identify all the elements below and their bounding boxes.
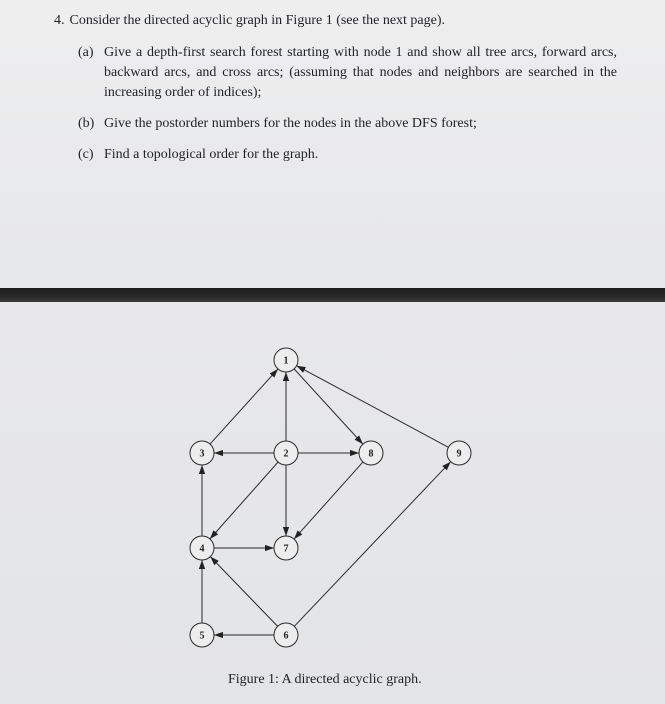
node-label: 8: [368, 448, 374, 460]
node-label: 1: [283, 355, 289, 367]
node-label: 6: [283, 630, 289, 642]
part-c-label: (c): [78, 147, 94, 162]
part-b-text: Give the postorder numbers for the nodes in the above DFS forest;: [104, 116, 477, 131]
edge-1-to-8: [294, 369, 363, 444]
graph-node-1: [274, 348, 298, 372]
graph-node-6: [274, 623, 298, 647]
graph-node-5: [190, 623, 214, 647]
part-c-text: Find a topological order for the graph.: [104, 147, 319, 162]
graph-nodes: [190, 348, 471, 647]
part-b-label: (b): [78, 116, 95, 131]
node-label: 2: [283, 448, 289, 460]
question-prompt: Consider the directed acyclic graph in Figure 1 (see the next page).: [69, 13, 446, 28]
node-label: 7: [283, 543, 289, 555]
node-label: 4: [199, 543, 205, 555]
figure-caption: Figure 1: A directed acyclic graph.: [228, 672, 422, 687]
graph-node-2: [274, 441, 298, 465]
dag-figure: [0, 302, 665, 704]
question-heading: [54, 11, 634, 31]
node-label: 5: [199, 630, 205, 642]
edge-8-to-7: [294, 462, 363, 539]
graph-edges: [199, 366, 451, 635]
edge-2-to-4: [210, 462, 278, 539]
part-a-text: Give a depth-first search forest starting with node 1 and show all tree arcs, forward arcs, backward arcs, and cross arcs; (assuming that nodes and neighbors are searched in the increasing order of indices);: [104, 45, 617, 100]
part-a-label: (a): [78, 45, 94, 60]
question-block: [54, 11, 634, 165]
node-label: 9: [456, 448, 462, 460]
edge-3-to-1: [210, 369, 278, 444]
graph-node-7: [274, 536, 298, 560]
graph-node-9: [447, 441, 471, 465]
question-part-c: [54, 145, 617, 165]
edge-9-to-1: [297, 366, 449, 448]
edge-6-to-9: [294, 462, 450, 627]
question-number: 4.: [54, 13, 65, 28]
node-label: 3: [199, 448, 205, 460]
graph-node-8: [359, 441, 383, 465]
graph-node-3: [190, 441, 214, 465]
edge-6-to-4: [210, 557, 277, 627]
question-part-a: [54, 43, 617, 103]
question-part-b: [54, 114, 617, 134]
page-separator: [0, 288, 665, 302]
graph-node-4: [190, 536, 214, 560]
